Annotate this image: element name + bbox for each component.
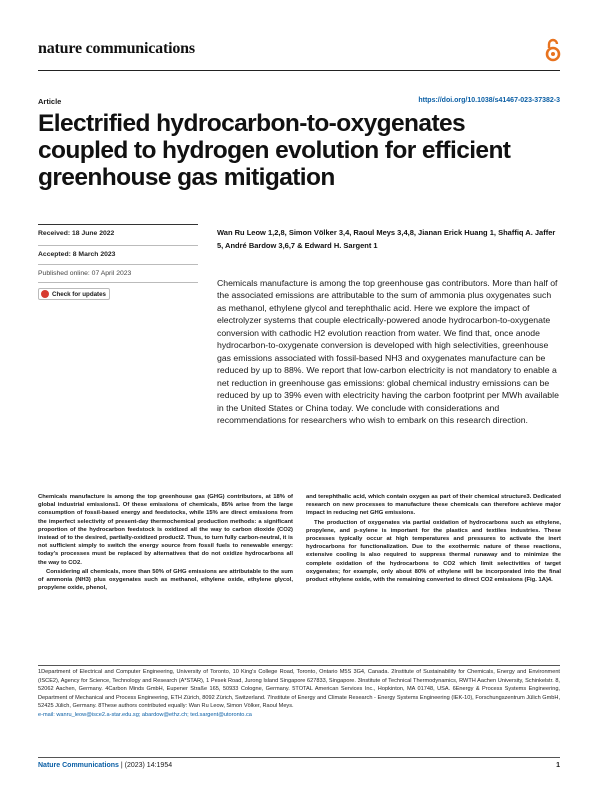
- author-list: Wan Ru Leow 1,2,8, Simon Völker 3,4, Raoul Meys 3,4,8, Jianan Erick Huang 1, Shaffiq A. Jaffer 5, André Bardow 3,6,7 & Edward H. Sargent 1: [217, 228, 556, 250]
- meta-divider: [38, 282, 198, 283]
- body-paragraph: Chemicals manufacture is among the top greenhouse gas (GHG) contributors, at 18% of global industrial emissions1. Of these emissions of chemicals, 85% arise from the large consumption of fossil-based energy and feedstocks, while 15% are direct emissions from the imperfect selectivity of present-day thermochemical production methods: a significant proportion of the hydrocarbon feedstock is oxidized all the way to carbon dioxide (CO2) instead of to the desired, partially-oxidized product2. Thus, to turn fully carbon-neutral, it is not sufficient simply to switch the energy source from fossil fuels to renewable energy: today's processes must be replaced by alternatives that do not oxidize hydrocarbons all the way to CO2.: [38, 494, 293, 566]
- check-updates-button[interactable]: [38, 288, 110, 300]
- meta-divider: [38, 264, 198, 265]
- doi-link[interactable]: https://doi.org/10.1038/s41467-023-37382-3: [418, 97, 560, 104]
- meta-divider: [38, 245, 198, 246]
- abstract: Chemicals manufacture is among the top greenhouse gas contributors. More than half of the associated emissions are attributable to the sum of ammonia plus oxygenates such as methanol, ethylene glycol and terephthalic acid. Here we explore the impact of electrolyzer systems that couple electrically-powered anode hydrocarbon-to-oxygenate conversion with cathodic H2 evolution reaction from water. We find that, once anode hydrocarbon-to-oxygenate conversion is developed with high selectivities, greenhouse gas emissions associated with fossil-based NH3 and oxygenates manufacture can be reduced by up to 88%. We report that low-carbon electricity is not mandatory to enable a net reduction in greenhouse gas emissions: global chemical industry emissions can be reduced by up to 39% even with electricity having the carbon footprint per MWh available in the United States or China today. We conclude with considerations and recommendations for researchers who wish to embark on this research direction.: [217, 278, 559, 425]
- affiliations: [38, 668, 560, 719]
- body-paragraph: The production of oxygenates via partial oxidation of hydrocarbons such as ethylene, propylene, and p-xylene is important for the plastics and textiles industries. These processes typically occur at high temperatures and pressures to activate the inert hydrocarbons for functionalization. Due to the exothermic nature of these reactions, extensive cooling is also required to suppress thermal runaway and to minimize the complete oxidation of the hydrocarbons to CO2 which limit selectivities of target oxygenates; for example, only about 80% of ethylene will be incorporated into the final product ethylene oxide, with the remaining converted to direct CO2 emissions (Fig. 1A)4.: [306, 519, 561, 584]
- update-check-icon: [41, 290, 49, 298]
- body-column-left: [38, 493, 293, 593]
- affiliations-rule: [38, 665, 560, 666]
- article-type: Article: [38, 97, 62, 106]
- footer-journal[interactable]: Nature Communications: [38, 762, 119, 769]
- body-column-right: [306, 493, 561, 585]
- footer-citation: [38, 762, 172, 769]
- accepted-date: Accepted: 8 March 2023: [38, 251, 116, 258]
- received-date: Received: 18 June 2022: [38, 230, 115, 237]
- body-paragraph: and terephthalic acid, which contain oxygen as part of their chemical structure3. Dedicated research on new processes to manufacture these chemicals can therefore achieve major impact in reducing net GHG emissions.: [306, 494, 561, 517]
- meta-rule: [38, 224, 198, 225]
- footer-volume: | (2023) 14:1954: [120, 762, 173, 769]
- published-date: Published online: 07 April 2023: [38, 270, 132, 277]
- body-paragraph: Considering all chemicals, more than 50% of GHG emissions are attributable to the sum of ammonia (NH3) plus oxygenates such as methanol, ethylene oxide, ethylene glycol, propylene oxide, phenol,: [38, 568, 293, 592]
- open-access-icon: [544, 38, 562, 62]
- header-rule: [38, 70, 560, 71]
- email-links[interactable]: e-mail: wanru_leow@isce2.a-star.edu.sg; abardow@ethz.ch; ted.sargent@utoronto.ca: [38, 711, 252, 718]
- check-updates-label: Check for updates: [52, 290, 106, 298]
- journal-name: nature communications: [38, 40, 195, 57]
- article-title: Electrified hydrocarbon-to-oxygenates coupled to hydrogen evolution for efficient greenhouse gas mitigation: [38, 110, 511, 191]
- affiliations-text: 1Department of Electrical and Computer Engineering, University of Toronto, 10 King's College Road, Toronto, Ontario M5S 3G4, Canada. 2Institute of Sustainability for Chemicals, Energy and Environment (ISCE2), Agency for Science, Technology and Research (A*STAR), 1 Pesek Road, Jurong Island Singapore 627833, Singapore. 3Institute of Technical Thermodynamics, RWTH Aachen University, Schinkelstr. 8, 52062 Aachen, Germany. 4Carbon Minds GmbH, Eupener Straße 165, 50933 Cologne, Germany. 5TOTAL American Services Inc., Hopkinton, MA 01748, USA. 6Energy & Process Systems Engineering, Department of Mechanical and Process Engineering, ETH Zürich, 8092 Zürich, Switzerland. 7Institute of Energy and Climate Research - Energy Systems Engineering (IEK-10), Forschungszentrum Jülich GmbH, 52425 Jülich, Germany. 8These authors contributed equally: Wan Ru Leow, Simon Völker, Raoul Meys.: [38, 669, 560, 709]
- footer-rule: [38, 757, 560, 758]
- page-number: 1: [556, 762, 560, 769]
